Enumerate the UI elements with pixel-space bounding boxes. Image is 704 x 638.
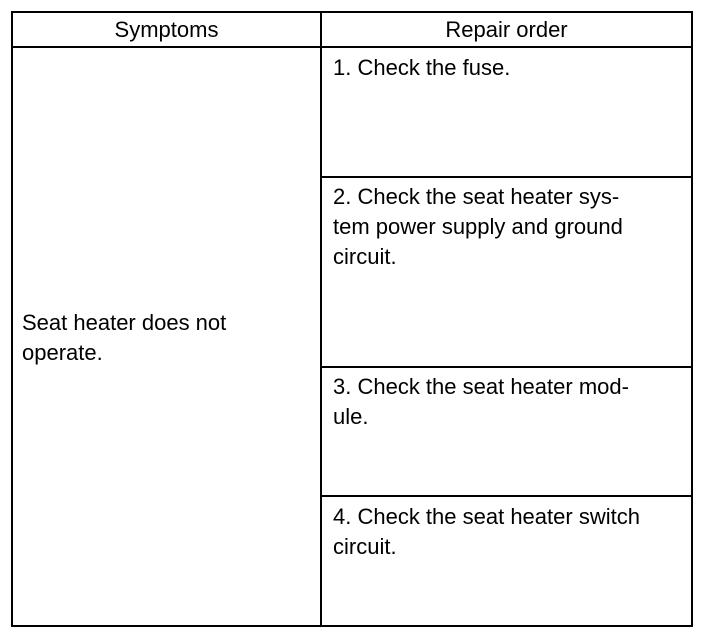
repair-order-header: Repair order <box>445 17 568 42</box>
repair-step-3: 3. Check the seat heater mod- ule. <box>333 374 629 429</box>
repair-step-2: 2. Check the seat heater sys- tem power supply and ground circuit. <box>333 184 623 269</box>
repair-step-4: 4. Check the seat heater switch circuit. <box>333 504 640 559</box>
row-divider-2 <box>320 366 693 368</box>
repair-step-1: 1. Check the fuse. <box>333 55 511 80</box>
header-divider <box>11 46 693 48</box>
symptom-cell: Seat heater does not operate. <box>22 310 227 365</box>
row-divider-1 <box>320 176 693 178</box>
row-divider-3 <box>320 495 693 497</box>
symptoms-header: Symptoms <box>114 17 219 42</box>
column-divider <box>320 11 322 627</box>
